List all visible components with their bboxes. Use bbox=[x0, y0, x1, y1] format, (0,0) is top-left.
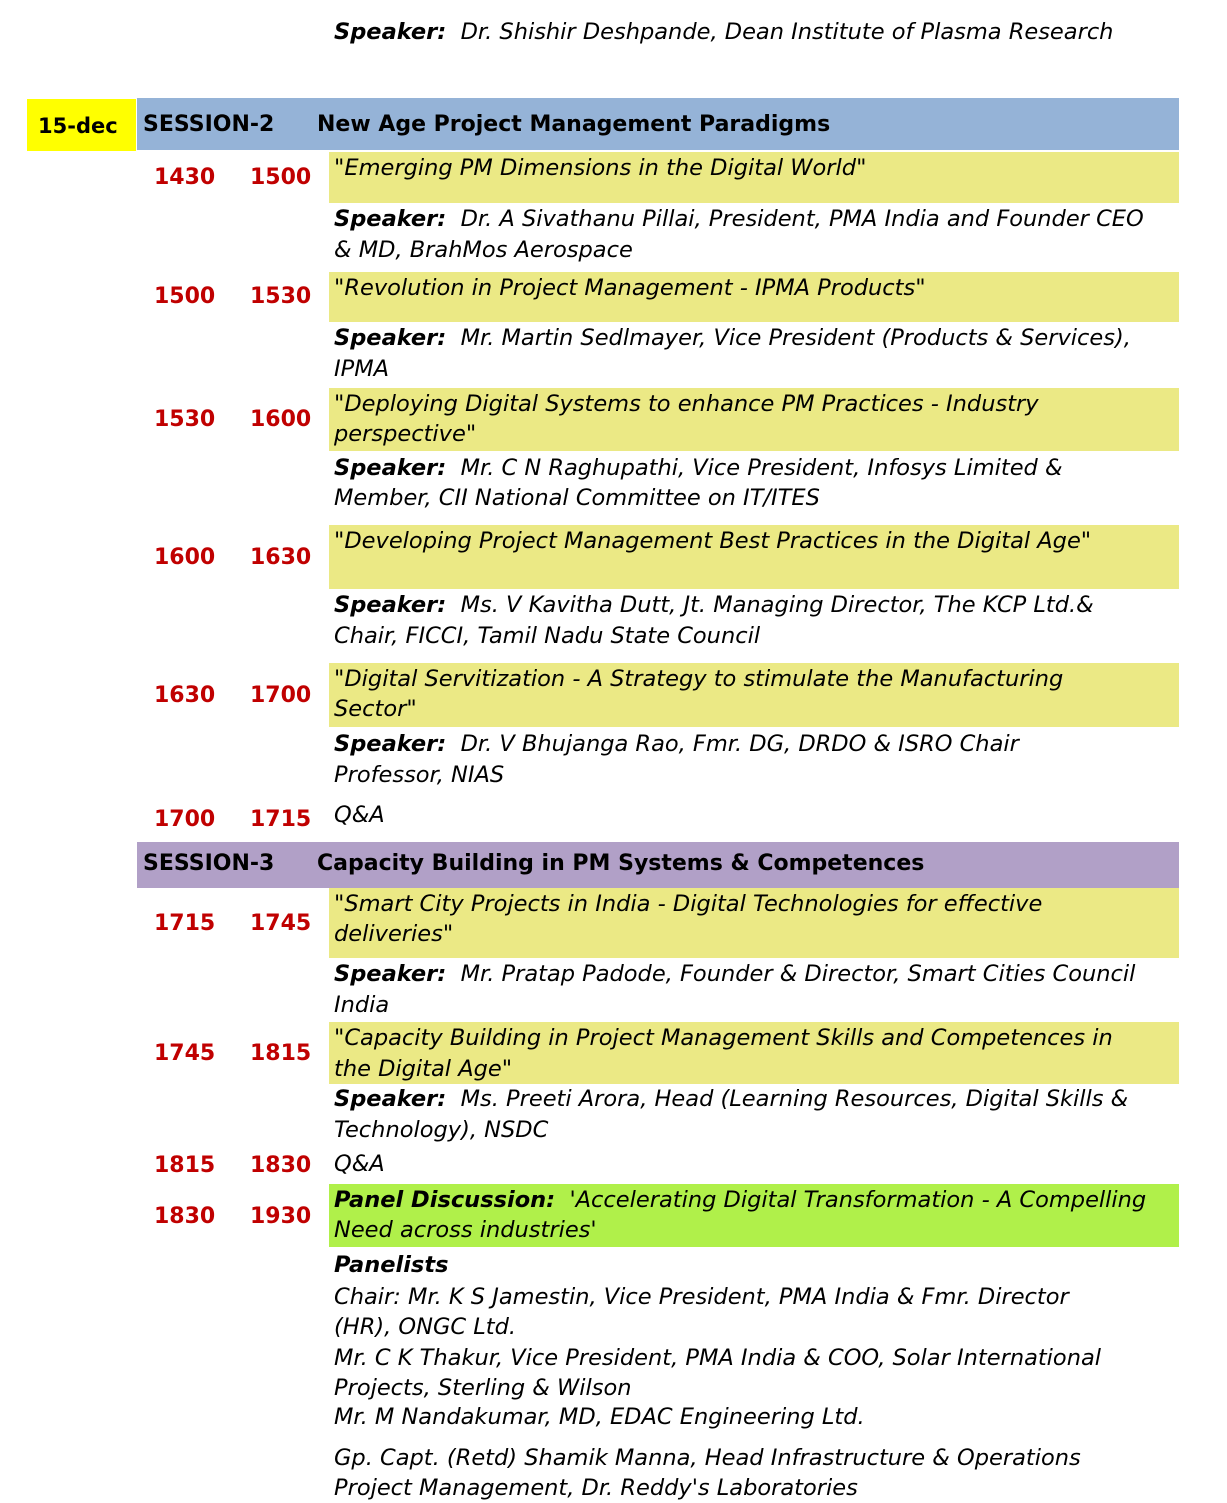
talk-title: "Emerging PM Dimensions in the Digital World" bbox=[334, 155, 867, 181]
talk-title: "Smart City Projects in India - Digital Technologies for effective bbox=[334, 891, 1043, 917]
talk-title-line2: the Digital Age" bbox=[334, 1056, 513, 1082]
talk-speaker-line2: Professor, NIAS bbox=[334, 762, 505, 788]
talk-title: "Developing Project Management Best Practices in the Digital Age" bbox=[334, 528, 1092, 554]
panelists-heading: Panelists bbox=[334, 1252, 449, 1278]
talk-title-line2: Sector" bbox=[334, 696, 417, 722]
panelist-line: (HR), ONGC Ltd. bbox=[334, 1314, 517, 1340]
start-time: 1600 bbox=[154, 545, 216, 570]
talk-speaker-line2: Member, CII National Committee on IT/ITES bbox=[334, 485, 820, 511]
talk-speaker-line2: & MD, BrahMos Aerospace bbox=[334, 237, 633, 263]
talk-speaker bbox=[334, 590, 1094, 620]
end-time: 1715 bbox=[250, 807, 312, 832]
speaker-label: Speaker: bbox=[334, 1086, 447, 1112]
speaker-label: Speaker: bbox=[334, 19, 447, 45]
session-3-title: Capacity Building in PM Systems & Competences bbox=[317, 851, 925, 876]
end-time: 1930 bbox=[250, 1204, 312, 1229]
speaker-text: Ms. V Kavitha Dutt, Jt. Managing Director, The KCP Ltd.& bbox=[460, 592, 1094, 618]
speaker-text: Dr. Shishir Deshpande, Dean Institute of Plasma Research bbox=[460, 19, 1114, 45]
panelist-line: Project Management, Dr. Reddy's Laboratories bbox=[334, 1475, 858, 1501]
speaker-label: Speaker: bbox=[334, 206, 447, 232]
start-time: 1700 bbox=[154, 807, 216, 832]
panelist-line: Projects, Sterling & Wilson bbox=[334, 1375, 632, 1401]
end-time: 1500 bbox=[250, 165, 312, 190]
end-time: 1745 bbox=[250, 911, 312, 936]
end-time: 1700 bbox=[250, 683, 312, 708]
end-time: 1815 bbox=[250, 1041, 312, 1066]
talk-speaker-line2: Chair, FICCI, Tamil Nadu State Council bbox=[334, 623, 761, 649]
talk-speaker-line2: Technology), NSDC bbox=[334, 1117, 549, 1143]
end-time: 1530 bbox=[250, 284, 312, 309]
speaker-text: Mr. Martin Sedlmayer, Vice President (Products & Services), bbox=[460, 325, 1131, 351]
start-time: 1500 bbox=[154, 284, 216, 309]
talk-speaker-line2: IPMA bbox=[334, 356, 390, 382]
talk-title: "Deploying Digital Systems to enhance PM Practices - Industry bbox=[334, 391, 1039, 417]
session-3-code: SESSION-3 bbox=[143, 851, 275, 876]
panel-title-line2: Need across industries' bbox=[334, 1217, 597, 1243]
speaker-label: Speaker: bbox=[334, 961, 447, 987]
speaker-label: Speaker: bbox=[334, 731, 447, 757]
start-time: 1630 bbox=[154, 683, 216, 708]
end-time: 1830 bbox=[250, 1153, 312, 1178]
talk-title-line2: deliveries" bbox=[334, 921, 454, 947]
start-time: 1430 bbox=[154, 165, 216, 190]
talk-title: "Digital Servitization - A Strategy to stimulate the Manufacturing bbox=[334, 666, 1064, 692]
session-2-title: New Age Project Management Paradigms bbox=[317, 112, 831, 137]
start-time: 1715 bbox=[154, 911, 216, 936]
speaker-text: Ms. Preeti Arora, Head (Learning Resources, Digital Skills & bbox=[460, 1086, 1129, 1112]
talk-title: "Capacity Building in Project Management Skills and Competences in bbox=[334, 1025, 1113, 1051]
panel-title bbox=[334, 1185, 1146, 1215]
panelist-line: Gp. Capt. (Retd) Shamik Manna, Head Infrastructure & Operations bbox=[334, 1445, 1081, 1471]
talk-title: "Revolution in Project Management - IPMA Products" bbox=[334, 275, 926, 301]
talk-title-line2: perspective" bbox=[334, 421, 477, 447]
session-2-code: SESSION-2 bbox=[143, 112, 275, 137]
panel-title-text: 'Accelerating Digital Transformation - A Compelling bbox=[569, 1187, 1147, 1213]
panelist-line: Mr. C K Thakur, Vice President, PMA India & COO, Solar International bbox=[334, 1345, 1101, 1371]
start-time: 1745 bbox=[154, 1041, 216, 1066]
start-time: 1530 bbox=[154, 407, 216, 432]
panelist-line: Chair: Mr. K S Jamestin, Vice President, PMA India & Fmr. Director bbox=[334, 1284, 1069, 1310]
talk-speaker bbox=[334, 323, 1131, 353]
speaker-text: Dr. A Sivathanu Pillai, President, PMA India and Founder CEO bbox=[460, 206, 1144, 232]
qa-label: Q&A bbox=[334, 802, 385, 828]
talk-speaker bbox=[334, 1084, 1128, 1114]
talk-speaker bbox=[334, 729, 1019, 759]
panel-label: Panel Discussion: bbox=[334, 1187, 556, 1213]
end-time: 1600 bbox=[250, 407, 312, 432]
speaker-text: Mr. Pratap Padode, Founder & Director, Smart Cities Council bbox=[460, 961, 1136, 987]
speaker-text: Mr. C N Raghupathi, Vice President, Infosys Limited & bbox=[460, 455, 1063, 481]
start-time: 1830 bbox=[154, 1204, 216, 1229]
date-badge-label: 15-dec bbox=[38, 114, 118, 138]
speaker-text: Dr. V Bhujanga Rao, Fmr. DG, DRDO & ISRO Chair bbox=[460, 731, 1019, 757]
speaker-label: Speaker: bbox=[334, 592, 447, 618]
speaker-label: Speaker: bbox=[334, 325, 447, 351]
top-speaker-line bbox=[334, 17, 1113, 47]
talk-speaker-line2: India bbox=[334, 992, 390, 1018]
speaker-label: Speaker: bbox=[334, 455, 447, 481]
talk-speaker bbox=[334, 204, 1144, 234]
talk-speaker bbox=[334, 959, 1135, 989]
qa-label: Q&A bbox=[334, 1151, 385, 1177]
start-time: 1815 bbox=[154, 1153, 216, 1178]
talk-speaker bbox=[334, 453, 1063, 483]
end-time: 1630 bbox=[250, 545, 312, 570]
panelist-line: Mr. M Nandakumar, MD, EDAC Engineering Ltd. bbox=[334, 1404, 865, 1430]
